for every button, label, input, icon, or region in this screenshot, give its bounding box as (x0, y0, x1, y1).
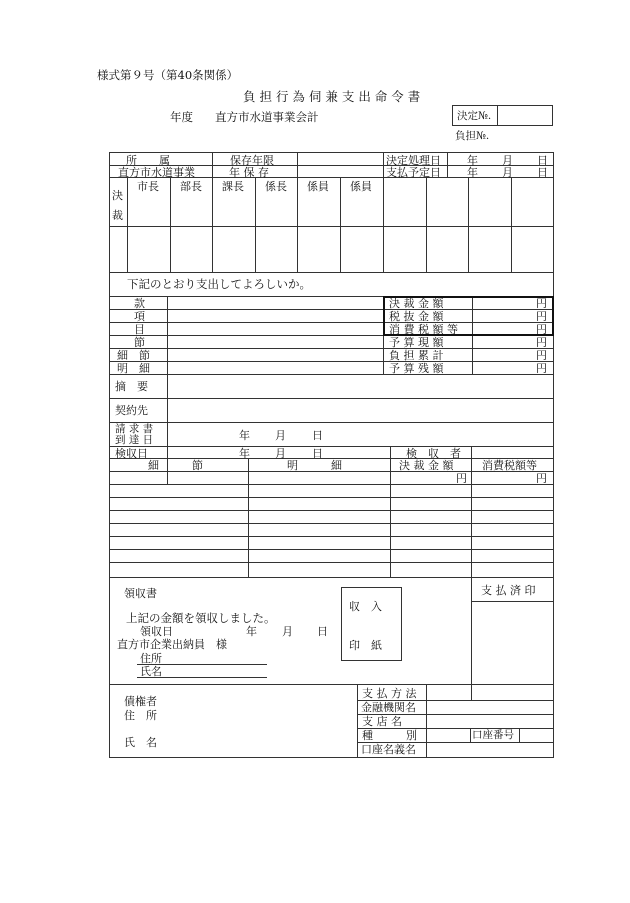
tax-excluded-label: 税 抜 金 額 (389, 310, 444, 323)
yen-2: 円 (536, 310, 547, 323)
bank-name-label: 金融機関名 (361, 701, 416, 714)
decision-no-box[interactable] (452, 105, 553, 126)
receipt-year: 年 (246, 625, 257, 638)
burden-total-label: 負 担 累 計 (389, 349, 444, 362)
receipt-address-label: 住所 (140, 652, 162, 665)
payment-method-label: 支 払 方 法 (362, 687, 417, 700)
revenue-stamp-label-1: 収 入 (349, 600, 382, 613)
items-yen-tax: 円 (536, 472, 547, 485)
name-underline (137, 677, 267, 678)
decision-day: 日 (537, 154, 548, 167)
items-header-setsu: 細 節 (148, 459, 203, 472)
form-number: 様式第９号（第40条関係） (97, 68, 239, 82)
account-number-label: 口座番号 (472, 729, 514, 741)
yen-1: 円 (536, 297, 547, 310)
yen-3: 円 (536, 323, 547, 336)
payment-year: 年 (467, 166, 478, 179)
payment-date-label: 支払予定日 (386, 166, 441, 179)
creditor-label: 債権者 (124, 695, 157, 708)
receipt-date-label: 領収日 (140, 625, 173, 638)
document-title: 負 担 行 為 伺 兼 支 出 命 令 書 (243, 89, 421, 104)
creditor-name-label: 氏 名 (124, 736, 157, 749)
retention-value: 年 保 存 (229, 166, 269, 179)
receipt-name-label: 氏名 (140, 665, 162, 678)
receipt-month: 月 (282, 625, 293, 638)
approver-subsection-chief: 係長 (265, 180, 287, 193)
decision-amount-label: 決 裁 金 額 (389, 297, 444, 310)
consumption-tax-label: 消 費 税 額 等 (389, 323, 458, 336)
inspector-label: 検 収 者 (406, 447, 461, 460)
contractor-label: 契約先 (115, 404, 148, 417)
summary-label: 摘 要 (115, 380, 148, 393)
inspection-day: 日 (312, 447, 323, 460)
items-header-tax: 消費税額等 (482, 459, 537, 472)
account-holder-label: 口座名義名 (361, 743, 416, 756)
budget-remaining-label: 予 算 残 額 (389, 362, 444, 375)
burden-no-label: 負担№. (455, 130, 490, 142)
fiscal-year-label: 年度 (170, 110, 193, 124)
approval-statement: 下記のとおり支出してよろしいか。 (127, 277, 311, 291)
invoice-month: 月 (275, 429, 286, 442)
affiliation-value: 直方市水道事業 (118, 166, 195, 179)
retention-label: 保存年限 (230, 154, 274, 167)
invoice-label-2: 到 達 日 (115, 434, 154, 446)
budget-sub-setsu-label: 細 節 (117, 349, 150, 362)
inspection-month: 月 (275, 447, 286, 460)
approver-staff-2: 係員 (350, 180, 372, 193)
yen-4: 円 (536, 336, 547, 349)
budget-current-label: 予 算 現 額 (389, 336, 444, 349)
decision-month: 月 (502, 154, 513, 167)
receipt-day: 日 (317, 625, 328, 638)
items-yen-amount: 円 (456, 472, 467, 485)
approval-label-1: 決 (112, 189, 123, 202)
receipt-title: 領収書 (124, 587, 157, 600)
budget-kan-label: 款 (134, 297, 145, 310)
revenue-stamp-box (341, 587, 402, 661)
payment-month: 月 (502, 166, 513, 179)
payment-day: 日 (537, 166, 548, 179)
budget-setsu-label: 節 (134, 336, 145, 349)
branch-name-label: 支 店 名 (362, 715, 402, 728)
account-type-label: 種 別 (362, 729, 417, 742)
invoice-label-1: 請 求 書 (115, 423, 154, 435)
approver-section-chief: 課長 (222, 180, 244, 193)
approver-mayor: 市長 (137, 180, 159, 193)
paid-stamp-label: 支 払 済 印 (481, 584, 536, 597)
treasurer-name: 直方市企業出納員 様 (117, 638, 227, 651)
revenue-stamp-label-2: 印 紙 (349, 639, 382, 652)
inspection-year: 年 (239, 447, 250, 460)
decision-no-label: 決定№. (457, 110, 492, 122)
yen-5: 円 (536, 349, 547, 362)
approver-staff-1: 係員 (307, 180, 329, 193)
approval-label-2: 裁 (112, 209, 123, 222)
yen-6: 円 (536, 362, 547, 375)
items-header-detail: 明 細 (287, 459, 342, 472)
form-frame (109, 152, 554, 758)
approver-director: 部長 (180, 180, 202, 193)
decision-year: 年 (467, 154, 478, 167)
affiliation-label: 所 属 (126, 154, 170, 167)
invoice-day: 日 (312, 429, 323, 442)
budget-detail-label: 明 細 (117, 362, 150, 375)
receipt-text: 上記の金額を領収しました。 (126, 611, 276, 625)
budget-moku-label: 目 (134, 323, 145, 336)
decision-date-label: 決定処理日 (386, 154, 441, 167)
budget-kou-label: 項 (134, 310, 145, 323)
account-name: 直方市水道事業会計 (215, 110, 319, 124)
creditor-address-label: 住 所 (124, 709, 157, 722)
items-header-amount: 決 裁 金 額 (399, 459, 454, 472)
inspection-date-label: 検収日 (115, 447, 148, 460)
invoice-year: 年 (239, 429, 250, 442)
